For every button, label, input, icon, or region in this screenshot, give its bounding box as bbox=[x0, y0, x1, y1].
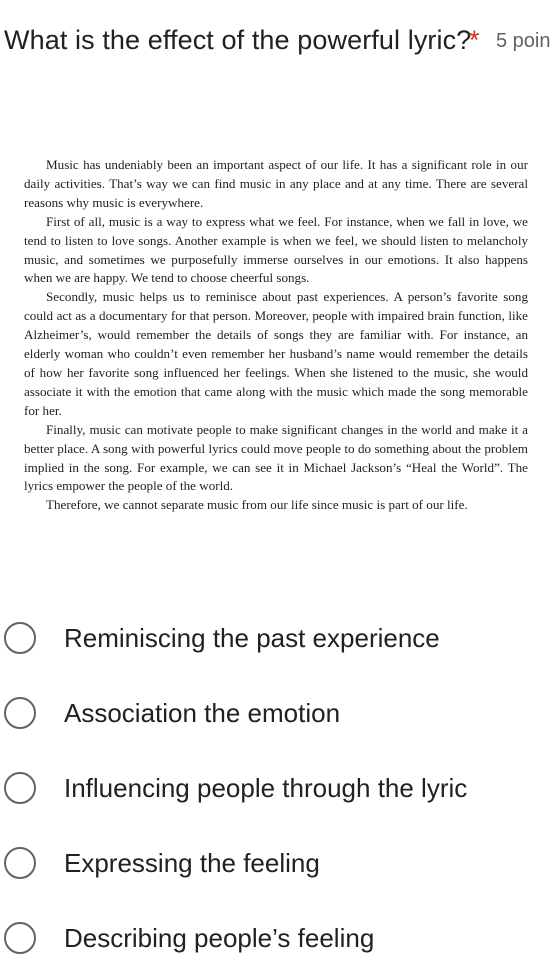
option-reminiscing[interactable] bbox=[0, 600, 558, 675]
passage-paragraph: Therefore, we cannot separate music from our life since music is part of our life. bbox=[46, 497, 468, 513]
radio-button[interactable] bbox=[4, 772, 36, 804]
answer-options bbox=[0, 600, 558, 975]
radio-button[interactable] bbox=[4, 922, 36, 954]
passage-paragraph: Finally, music can motivate people to make significant changes in the world and make it a better place. A song with powerful lyrics could move people to do something about the problem implied in the song. For example, we can see it in Michael Jackson’s “Heal the World”. The lyrics empower the people of the world. bbox=[24, 421, 528, 494]
radio-button[interactable] bbox=[4, 622, 36, 654]
option-label[interactable]: Association the emotion bbox=[64, 697, 341, 728]
option-label[interactable]: Expressing the feeling bbox=[64, 847, 320, 878]
reading-passage bbox=[24, 156, 528, 515]
passage-paragraph: Secondly, music helps us to reminisce about past experiences. A person’s favorite song could act as a documentary for that person. Moreover, people with impaired brain function, like Alzheimer’s, would remember the details of songs they are familiar with. For instance, an elderly woman who couldn’t even remember her husband’s name would remember the details of how her favorite song influenced her feelings. When she listened to the music, she would associate it with the emotion that came along with the music which made the song memorable for her. bbox=[24, 289, 528, 418]
option-expressing[interactable] bbox=[0, 825, 558, 900]
question-title: What is the effect of the powerful lyric? bbox=[4, 25, 472, 55]
radio-button[interactable] bbox=[4, 697, 36, 729]
option-describing[interactable] bbox=[0, 900, 558, 975]
required-asterisk: * bbox=[469, 25, 480, 55]
radio-button[interactable] bbox=[4, 847, 36, 879]
option-label[interactable]: Describing people’s feeling bbox=[64, 922, 375, 953]
points-label: 5 poin bbox=[496, 30, 551, 52]
passage-paragraph: Music has undeniably been an important aspect of our life. It has a significant role in our daily activities. That’s way we can find music in any place and at any time. There are several reasons why music is everywhere. bbox=[24, 157, 528, 210]
option-influencing[interactable] bbox=[0, 750, 558, 825]
option-association[interactable] bbox=[0, 675, 558, 750]
option-label[interactable]: Reminiscing the past experience bbox=[64, 622, 440, 653]
option-label[interactable]: Influencing people through the lyric bbox=[64, 772, 468, 803]
passage-paragraph: First of all, music is a way to express what we feel. For instance, when we fall in love, we tend to listen to love songs. Another example is when we feel, we should listen to melancholy music, and sometimes we purposefully immerse ourselves in our emotions. It also happens when we are happy. We tend to choose cheerful songs. bbox=[24, 213, 528, 286]
